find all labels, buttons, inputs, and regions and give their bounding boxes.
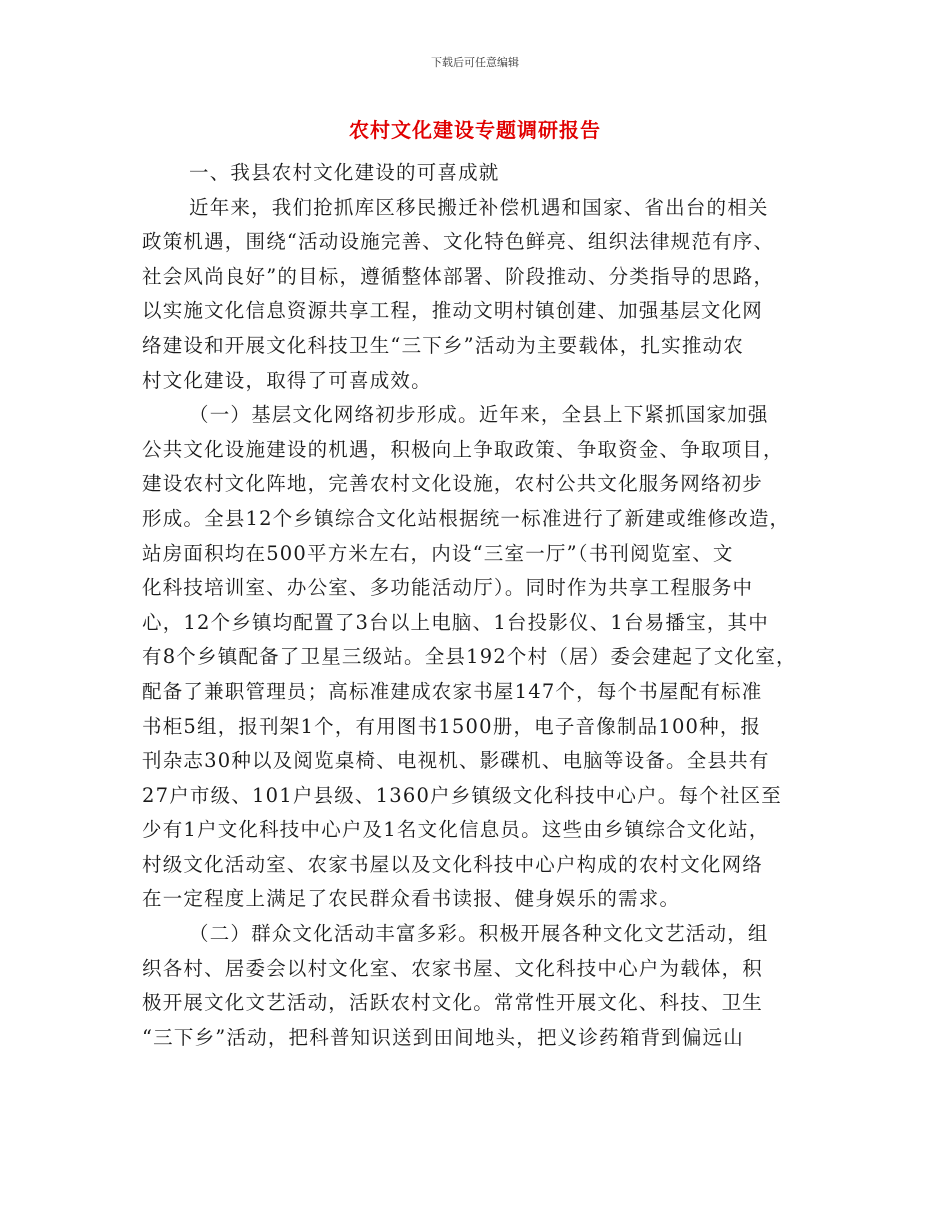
body-line: 心，12个乡镇均配置了3台以上电脑、1台投影仪、1台易播宝，其中 <box>142 610 769 634</box>
body-line: 以实施文化信息资源共享工程，推动文明村镇创建、加强基层文化网 <box>142 299 764 323</box>
body-line: 一、我县农村文化建设的可喜成就 <box>189 161 500 184</box>
body-line: 村级文化活动室、农家书屋以及文化科技中心户构成的农村文化网络 <box>142 852 764 876</box>
body-line: 有8个乡镇配备了卫星三级站。全县192个村（居）委会建起了文化室， <box>142 645 797 669</box>
body-line: 村文化建设，取得了可喜成效。 <box>142 368 432 392</box>
body-line: 刊杂志30种以及阅览桌椅、电视机、影碟机、电脑等设备。全县共有 <box>142 749 770 773</box>
header-note: 下载后可任意编辑 <box>431 56 519 69</box>
body-line: 化科技培训室、办公室、多功能活动厅）。同时作为共享工程服务中 <box>142 576 754 600</box>
document-body <box>142 156 832 1055</box>
body-line: 社会风尚良好”的目标，遵循整体部署、阶段推动、分类指导的思路， <box>142 264 775 288</box>
body-line: 在一定程度上满足了农民群众看书读报、健身娱乐的需求。 <box>142 887 681 911</box>
body-line: 27户市级、101户县级、1360户乡镇级文化科技中心户。每个社区至 <box>142 783 782 807</box>
body-line: 络建设和开展文化科技卫生“三下乡”活动为主要载体，扎实推动农 <box>142 333 744 357</box>
document-title: 农村文化建设专题调研报告 <box>349 118 601 142</box>
body-line: 近年来，我们抢抓库区移民搬迁补偿机遇和国家、省出台的相关 <box>189 195 769 219</box>
body-line: 配备了兼职管理员；高标准建成农家书屋147个，每个书屋配有标准 <box>142 679 763 703</box>
body-line: 公共文化设施建设的机遇，积极向上争取政策、争取资金、争取项目， <box>142 437 784 461</box>
body-line: 少有1户文化科技中心户及1名文化信息员。这些由乡镇综合文化站， <box>142 818 770 842</box>
body-line: （一）基层文化网络初步形成。近年来，全县上下紧抓国家加强 <box>189 403 769 427</box>
body-line: 极开展文化文艺活动，活跃农村文化。常常性开展文化、科技、卫生 <box>142 991 764 1015</box>
body-line: 站房面积均在500平方米左右，内设“三室一厅”（书刊阅览室、文 <box>142 541 734 565</box>
body-line: 书柜5组，报刊架1个，有用图书1500册，电子音像制品100种，报 <box>142 714 762 738</box>
body-line: 政策机遇，围绕“活动设施完善、文化特色鲜亮、组织法律规范有序、 <box>142 230 775 254</box>
body-line: 建设农村文化阵地，完善农村文化设施，农村公共文化服务网络初步 <box>142 472 764 496</box>
body-line: 形成。全县12个乡镇综合文化站根据统一标准进行了新建或维修改造， <box>142 506 791 530</box>
body-line: 织各村、居委会以村文化室、农家书屋、文化科技中心户为载体，积 <box>142 956 764 980</box>
body-line: “三下乡”活动，把科普知识送到田间地头，把义诊药箱背到偏远山 <box>142 1025 744 1049</box>
body-line: （二）群众文化活动丰富多彩。积极开展各种文化文艺活动，组 <box>189 922 769 946</box>
